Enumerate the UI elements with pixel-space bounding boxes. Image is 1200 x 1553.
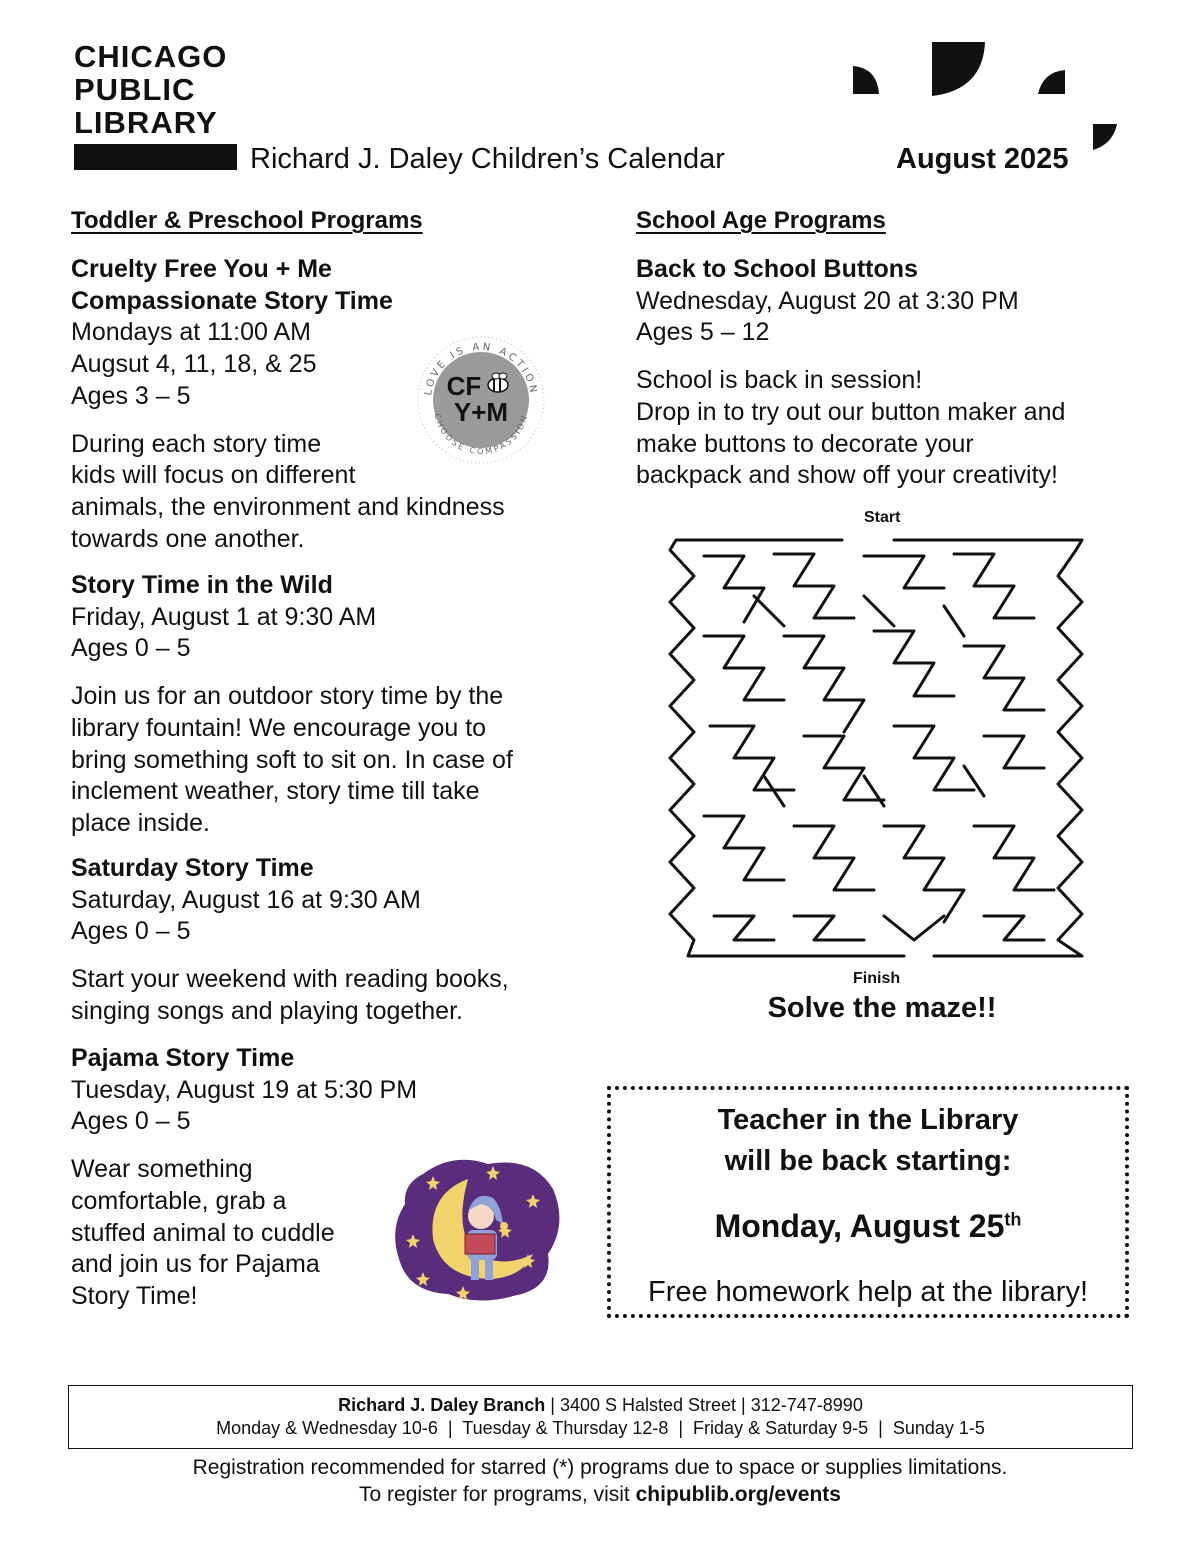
register-line — [0, 1483, 1200, 1507]
library-logo — [74, 40, 227, 139]
branch-address: | 3400 S Halsted Street | 312-747-8990 — [545, 1395, 863, 1415]
branch-address-row — [69, 1395, 1132, 1416]
program-title: Pajama Story Time — [71, 1044, 295, 1072]
program-schedule: Saturday, August 16 at 9:30 AM — [71, 885, 421, 914]
maze-finish-label: Finish — [853, 970, 901, 987]
teacher-box-line-2: will be back starting: — [724, 1145, 1012, 1177]
teacher-box-line-1: Teacher in the Library — [717, 1104, 1019, 1136]
program-description: Drop in to try out our button maker and — [636, 397, 1066, 426]
school-section-title: School Age Programs — [636, 207, 886, 234]
program-description: library fountain! We encourage you to — [71, 713, 487, 742]
logo-line-2: PUBLIC — [74, 72, 196, 107]
toddler-section-title: Toddler & Preschool Programs — [71, 207, 423, 234]
program-saturday-story-time — [71, 853, 611, 1028]
teacher-box-date-text: Monday, August 25 — [714, 1208, 1005, 1244]
program-ages: Ages 0 – 5 — [71, 634, 191, 663]
cfym-badge — [414, 333, 548, 467]
logo-line-1: CHICAGO — [74, 39, 228, 74]
program-title: Story Time in the Wild — [71, 571, 333, 599]
program-title: Compassionate Story Time — [71, 286, 393, 315]
program-description: Story Time! — [71, 1281, 198, 1310]
registration-note: Registration recommended for starred (*) programs due to space or supplies limitations. — [192, 1456, 1008, 1479]
program-description: Join us for an outdoor story time by the — [71, 682, 504, 711]
register-prefix: To register for programs, visit — [359, 1483, 636, 1506]
pajama-moon-illustration — [393, 1154, 563, 1304]
program-description: make buttons to decorate your — [636, 429, 974, 458]
program-description: comfortable, grab a — [71, 1186, 287, 1215]
badge-ring-top: LOVE IS AN ACTION — [423, 341, 539, 397]
program-description: backpack and show off your creativity! — [636, 461, 1058, 490]
program-description: inclement weather, story time till take — [71, 777, 480, 806]
teacher-box-date — [611, 1208, 1125, 1245]
program-description: and join us for Pajama — [71, 1250, 320, 1279]
brand-shapes-icon — [845, 38, 1125, 153]
program-description: bring something soft to sit on. In case of — [71, 745, 513, 774]
program-schedule: Tuesday, August 19 at 5:30 PM — [71, 1075, 418, 1104]
program-dates: Augsut 4, 11, 18, & 25 — [71, 350, 317, 379]
branch-hours: Monday & Wednesday 10-6 | Tuesday & Thursday 12-8 | Friday & Saturday 9-5 | Sunday 1-5 — [216, 1418, 985, 1438]
maze-start-label: Start — [864, 509, 901, 526]
program-schedule: Mondays at 11:00 AM — [71, 318, 311, 347]
program-back-to-school-buttons — [636, 254, 1176, 492]
branch-info-box — [68, 1385, 1133, 1449]
program-ages: Ages 0 – 5 — [71, 1107, 191, 1136]
branch-name: Richard J. Daley Branch — [338, 1395, 546, 1415]
teacher-box-date-suffix: th — [1004, 1209, 1022, 1230]
events-link[interactable]: chipublib.org/events — [635, 1483, 841, 1506]
program-schedule: Wednesday, August 20 at 3:30 PM — [636, 286, 1019, 315]
program-title: Cruelty Free You + Me — [71, 255, 332, 283]
calendar-month: August 2025 — [896, 143, 1069, 175]
program-description: place inside. — [71, 808, 210, 837]
badge-line-2: Y+M — [453, 397, 509, 427]
program-description: Start your weekend with reading books, — [71, 965, 509, 994]
badge-ring-bottom: CHOOSE COMPASSION — [432, 412, 530, 457]
logo-bar — [74, 144, 237, 170]
teacher-in-library-box — [607, 1086, 1129, 1318]
program-story-time-wild — [71, 570, 611, 840]
program-ages: Ages 0 – 5 — [71, 917, 191, 946]
program-description: stuffed animal to cuddle — [71, 1218, 335, 1247]
program-description: animals, the environment and kindness — [71, 492, 505, 521]
badge-line-1: CF — [446, 371, 482, 401]
program-ages: Ages 5 – 12 — [636, 318, 770, 347]
program-description: kids will focus on different — [71, 461, 356, 490]
program-description: During each story time — [71, 429, 322, 458]
program-schedule: Friday, August 1 at 9:30 AM — [71, 602, 377, 631]
teacher-box-note: Free homework help at the library! — [647, 1276, 1089, 1308]
program-title: Saturday Story Time — [71, 854, 314, 882]
program-description: School is back in session! — [636, 366, 923, 395]
program-description: Wear something — [71, 1155, 253, 1184]
program-description: towards one another. — [71, 524, 305, 553]
program-title: Back to School Buttons — [636, 255, 918, 283]
program-ages: Ages 3 – 5 — [71, 381, 191, 410]
maze-puzzle[interactable] — [664, 536, 1088, 962]
maze-caption: Solve the maze!! — [767, 992, 997, 1024]
calendar-subtitle: Richard J. Daley Children’s Calendar — [250, 143, 725, 175]
logo-line-3: LIBRARY — [74, 105, 218, 140]
program-description: singing songs and playing together. — [71, 996, 463, 1025]
